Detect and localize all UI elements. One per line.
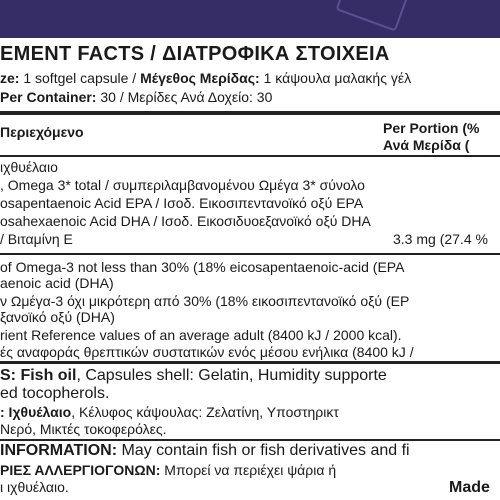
table-row: osapentaenoic Acid EPA / Ισοδ. Εικοσιπεντανοϊκό οξύ EPA — [0, 195, 364, 211]
footnote-line: aenoic acid (DHA) — [0, 275, 114, 291]
table-row: osahexaenoic Acid DHA / Ισοδ. Εικοσιδυοεξανοϊκό οξύ DHA — [0, 213, 371, 229]
ingredients-en-label: S: Fish oil — [0, 367, 77, 384]
table-divider — [0, 155, 500, 157]
ingredients-en-cont: ed tocopherols. — [0, 385, 110, 402]
top-color-band — [0, 0, 500, 38]
footnote-line: rient Reference values of an average adult (8400 kJ / 2000 kcal). — [0, 327, 402, 343]
footnote-line: ν Ωμέγα-3 όχι μικρότερη από 30% (18% εικοσιπεντανοϊκό οξύ (EP — [0, 293, 410, 309]
serving-size — [0, 70, 411, 86]
serving-size-label-gr: Μέγεθος Μερίδας: — [140, 70, 260, 86]
footnote-line: ξανοϊκό οξύ (DHA) — [0, 309, 115, 325]
servings-per-container — [0, 89, 272, 105]
footnote-line: ές αναφοράς θρεπτικών συστατικών ενός μέσου ενήλικα (8400 kJ / — [0, 344, 414, 360]
thick-divider — [0, 111, 500, 115]
allergy-info-gr — [0, 462, 336, 478]
serving-size-value-gr: 1 κάψουλα μαλακής γέλ — [259, 70, 412, 86]
ingredients-gr-label: : Ιχθυέλαιο — [0, 404, 72, 420]
thick-divider — [0, 361, 500, 364]
table-header-content: Περιεχόμενο — [0, 124, 84, 140]
allergy-info-en-label: INFORMATION: — [0, 442, 118, 459]
table-header-per-portion: Per Portion (% — [383, 120, 480, 136]
page-title: EMENT FACTS / ΔΙΑΤΡΟΦΙΚΑ ΣΤΟΙΧΕΙΑ — [0, 43, 390, 65]
allergy-info-gr-cont: ι ιχθυέλαιο. — [0, 479, 69, 495]
table-header-per-portion-gr: Ανά Μερίδα ( — [383, 137, 470, 153]
allergy-info-gr-text: Μπορεί να περιέχει ψάρια ή — [160, 462, 337, 478]
allergy-info-gr-label: ΡΙΕΣ ΑΛΛΕΡΓΙΟΓΟΝΩΝ: — [0, 462, 161, 478]
table-row-value: 3.3 mg (27.4 % — [393, 231, 488, 247]
allergy-info-en-text: May contain fish or fish derivatives and fi — [117, 442, 410, 459]
table-divider — [0, 253, 500, 255]
ingredients-en — [0, 367, 387, 385]
ingredients-gr-cont: Νερό, Μικτές τοκοφερόλες. — [0, 421, 167, 437]
table-row: , Omega 3* total / συμπεριλαμβανομένου Ωμέγα 3* σύνολο — [0, 177, 365, 193]
made-in-label: Made — [449, 479, 490, 496]
servings-per-container-label: Per Container: — [0, 89, 97, 105]
serving-size-label: ze: — [0, 70, 20, 86]
table-row: / Βιταμίνη E — [0, 231, 73, 247]
footnote-line: of Omega-3 not less than 30% (18% eicosapentaenoic-acid (EPA — [0, 259, 405, 275]
table-row: ιχθυέλαιο — [0, 159, 58, 175]
allergy-info-en — [0, 442, 410, 460]
decorative-outline-shape — [335, 0, 410, 32]
servings-per-container-value: 30 / Μερίδες Ανά Δοχείο: 30 — [96, 89, 273, 105]
ingredients-en-text: , Capsules shell: Gelatin, Humidity supporte — [76, 367, 387, 384]
serving-size-value-en: 1 softgel capsule / — [19, 70, 141, 86]
ingredients-gr-text: , Κέλυφος κάψουλας: Ζελατίνη, Υποστηρικτ — [71, 404, 339, 420]
ingredients-gr — [0, 404, 339, 420]
section-divider — [0, 439, 500, 441]
